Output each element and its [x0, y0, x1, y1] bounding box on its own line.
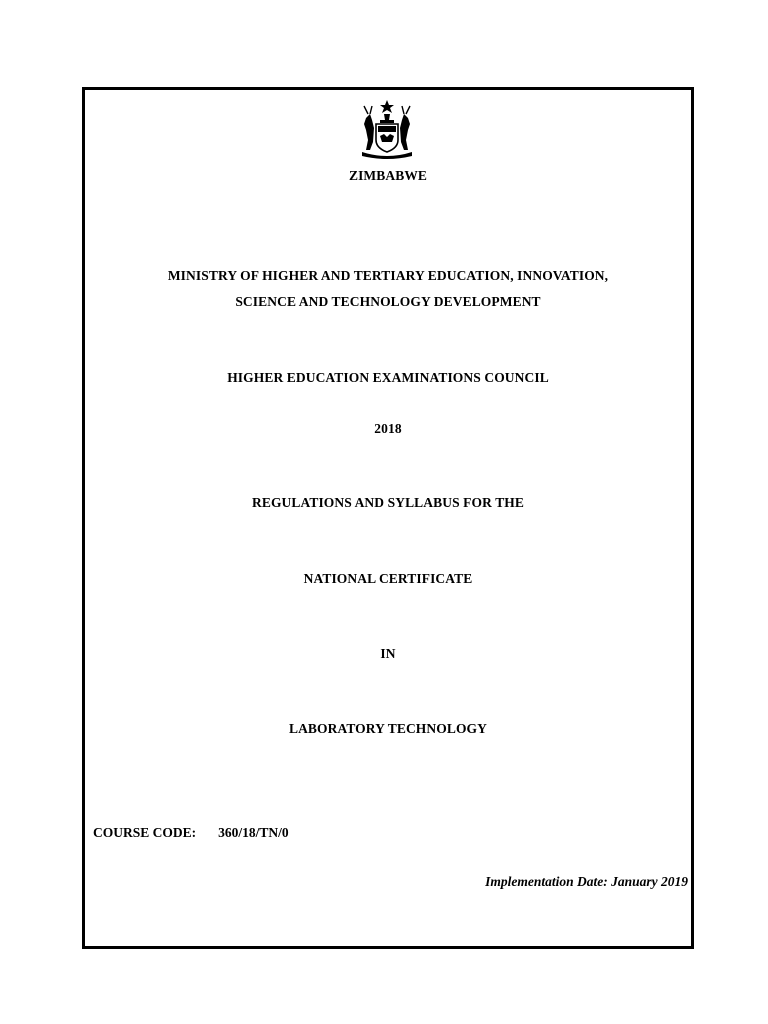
regulations-heading: REGULATIONS AND SYLLABUS FOR THE — [251, 495, 524, 510]
course-code-label: COURSE CODE: — [93, 825, 197, 840]
certificate-heading: NATIONAL CERTIFICATE — [303, 571, 473, 586]
document-year: 2018 — [374, 421, 402, 436]
document-border-frame — [82, 87, 694, 949]
course-code-value: 360/18/TN/0 — [218, 825, 289, 840]
course-code — [93, 825, 289, 841]
ministry-name-line-2: SCIENCE AND TECHNOLOGY DEVELOPMENT — [235, 294, 541, 309]
country-name: ZIMBABWE — [348, 168, 428, 183]
programme-name: LABORATORY TECHNOLOGY — [288, 721, 488, 736]
council-name: HIGHER EDUCATION EXAMINATIONS COUNCIL — [227, 370, 549, 385]
in-word: IN — [380, 646, 396, 661]
ministry-name-line-1: MINISTRY OF HIGHER AND TERTIARY EDUCATION, INNOVATION, — [167, 268, 609, 283]
zimbabwe-coat-of-arms-icon — [354, 98, 420, 162]
implementation-date: Implementation Date: January 2019 — [485, 874, 688, 889]
